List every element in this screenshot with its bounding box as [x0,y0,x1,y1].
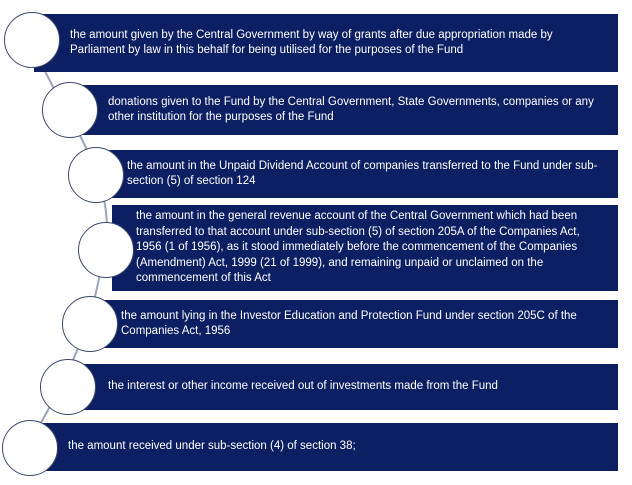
item-circle-1 [4,12,60,68]
item-bar-2 [72,85,618,135]
item-text-3: the amount in the Unpaid Dividend Account of companies transferred to the Fund under sub-section (5) of section 124 [127,159,598,187]
item-circle-2 [42,82,98,138]
item-text-4: the amount in the general revenue account of the Central Government which had been transferred to that account under sub-section (5) of section 205A of the Companies Act, 1956 (1 of 1956), as it stood immediately before the commencement of the Companies (Amendment) Act, 1999 (21 of 1999), and remaining unpaid or unclaimed on the commencement of this Act [136,210,580,285]
item-text-6: the interest or other income received out of investments made from the Fund [108,380,498,393]
item-bar-7 [34,423,618,471]
item-bar-3 [100,150,618,198]
item-bar-5 [96,300,618,348]
item-circle-5 [62,296,118,352]
item-bar-1 [34,14,618,72]
item-text-5: the amount lying in the Investor Education and Protection Fund under section 205C of the Companies Act, 1956 [121,309,577,337]
item-circle-7 [2,420,58,476]
item-bar-6 [72,364,618,410]
item-bar-4 [112,205,618,291]
item-text-1: the amount given by the Central Government by way of grants after due appropriation made by Parliament by law in this behalf for being utilised for the purposes of the Fund [70,28,553,56]
item-text-2: donations given to the Fund by the Central Government, State Governments, companies or any other institution for the purposes of the Fund [108,95,594,123]
item-text-7: the amount received under sub-section (4) of section 38; [68,440,356,453]
item-circle-4 [78,222,134,278]
item-circle-6 [40,359,96,415]
item-circle-3 [68,147,124,203]
